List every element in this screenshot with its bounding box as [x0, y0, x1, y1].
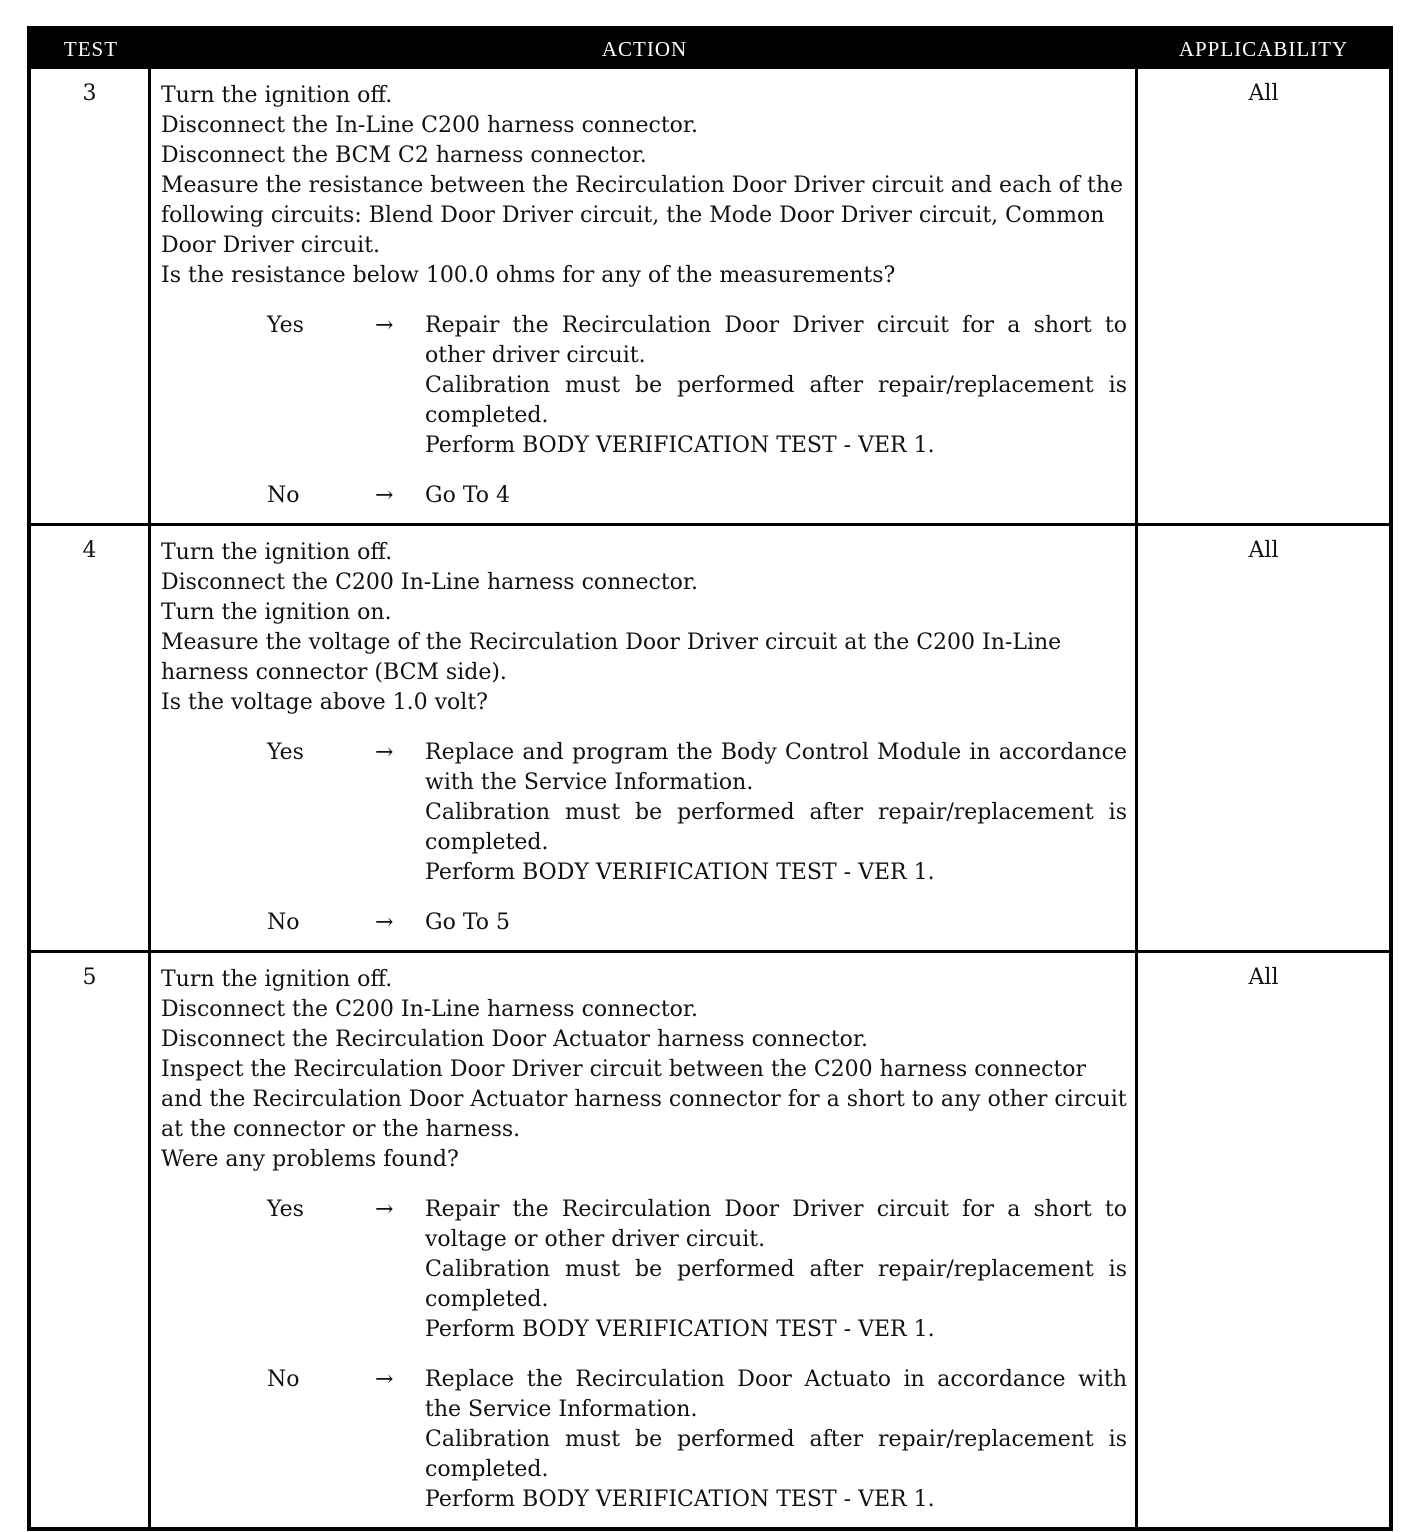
yes-answer: [161, 311, 1127, 461]
action-step: Turn the ignition on.: [161, 600, 392, 625]
no-outcome: [425, 481, 1127, 511]
action-step: Inspect the Recirculation Door Driver circuit between the C200 harness connector and the Recirculation Door Actuator harness connector for a short to any other circuit at the connector or the harness.: [161, 1057, 1127, 1142]
no-label: No: [267, 910, 300, 935]
action-cell: [151, 526, 1138, 950]
action-step: Disconnect the C200 In-Line harness connector.: [161, 997, 698, 1022]
outcome-line: Calibration must be performed after repair/replacement is completed.: [425, 1257, 1127, 1312]
outcome-line: Calibration must be performed after repair/replacement is completed.: [425, 373, 1127, 428]
no-answer: [161, 481, 1127, 511]
outcome-line: Perform BODY VERIFICATION TEST - VER 1.: [425, 1487, 935, 1512]
applicability: All: [1248, 538, 1279, 563]
action-step: Measure the resistance between the Recirculation Door Driver circuit and each of the following circuits: Blend Door Driver circuit, the Mode Door Driver circuit, Common Door Driver circuit.: [161, 173, 1124, 258]
outcome-line: Calibration must be performed after repair/replacement is completed.: [425, 1427, 1127, 1482]
no-label: No: [267, 1367, 300, 1392]
right-arrow-icon: →: [375, 313, 394, 338]
table-row: [31, 69, 1389, 523]
answers: [161, 1195, 1127, 1515]
outcome-line: Perform BODY VERIFICATION TEST - VER 1.: [425, 1317, 935, 1342]
outcome-line: Perform BODY VERIFICATION TEST - VER 1.: [425, 860, 935, 885]
table-header: [31, 30, 1389, 69]
no-outcome: [425, 1365, 1127, 1515]
action-cell: [151, 69, 1138, 523]
action-step: Disconnect the In-Line C200 harness connector.: [161, 113, 698, 138]
right-arrow-icon: →: [375, 740, 394, 765]
table-body: [31, 69, 1389, 1527]
outcome-line: Repair the Recirculation Door Driver circuit for a short to other driver circuit.: [425, 313, 1127, 368]
yes-label: Yes: [267, 740, 304, 765]
yes-outcome: [425, 738, 1127, 888]
diagnostic-table: [27, 26, 1393, 1531]
yes-label: Yes: [267, 1197, 304, 1222]
action-step: Disconnect the C200 In-Line harness connector.: [161, 570, 698, 595]
right-arrow-icon: →: [375, 483, 394, 508]
action-step: Measure the voltage of the Recirculation Door Driver circuit at the C200 In-Line harness connector (BCM side).: [161, 630, 1062, 685]
yes-label: Yes: [267, 313, 304, 338]
action-step: Were any problems found?: [161, 1147, 459, 1172]
header-test: TEST: [63, 37, 119, 61]
action-step: Is the resistance below 100.0 ohms for any of the measurements?: [161, 263, 896, 288]
right-arrow-icon: →: [375, 910, 394, 935]
action-step: Is the voltage above 1.0 volt?: [161, 690, 488, 715]
yes-outcome: [425, 1195, 1127, 1345]
yes-answer: [161, 1195, 1127, 1345]
right-arrow-icon: →: [375, 1367, 394, 1392]
action-step: Turn the ignition off.: [161, 83, 393, 108]
yes-outcome: [425, 311, 1127, 461]
answers: [161, 311, 1127, 511]
action-step: Disconnect the BCM C2 harness connector.: [161, 143, 647, 168]
test-number: 4: [31, 526, 151, 950]
test-number: 5: [31, 953, 151, 1527]
test-number: 3: [31, 69, 151, 523]
applicability: All: [1248, 81, 1279, 106]
outcome-line: Go To 4: [425, 483, 511, 508]
no-label: No: [267, 483, 300, 508]
outcome-line: Perform BODY VERIFICATION TEST - VER 1.: [425, 433, 935, 458]
right-arrow-icon: →: [375, 1197, 394, 1222]
outcome-line: Repair the Recirculation Door Driver circuit for a short to voltage or other driver circuit.: [425, 1197, 1127, 1252]
action-cell: [151, 953, 1138, 1527]
action-step: Disconnect the Recirculation Door Actuator harness connector.: [161, 1027, 869, 1052]
outcome-line: Go To 5: [425, 910, 511, 935]
header-action: ACTION: [601, 37, 688, 61]
header-applicability: APPLICABILITY: [1178, 37, 1349, 61]
table-row: [31, 950, 1389, 1527]
applicability: All: [1248, 965, 1279, 990]
yes-answer: [161, 738, 1127, 888]
action-step: Turn the ignition off.: [161, 540, 393, 565]
no-answer: [161, 908, 1127, 938]
answers: [161, 738, 1127, 938]
outcome-line: Replace the Recirculation Door Actuato in accordance with the Service Information.: [425, 1367, 1127, 1422]
no-outcome: [425, 908, 1127, 938]
table-row: [31, 523, 1389, 950]
outcome-line: Replace and program the Body Control Module in accordance with the Service Information.: [425, 740, 1127, 795]
action-step: Turn the ignition off.: [161, 967, 393, 992]
no-answer: [161, 1365, 1127, 1515]
outcome-line: Calibration must be performed after repair/replacement is completed.: [425, 800, 1127, 855]
